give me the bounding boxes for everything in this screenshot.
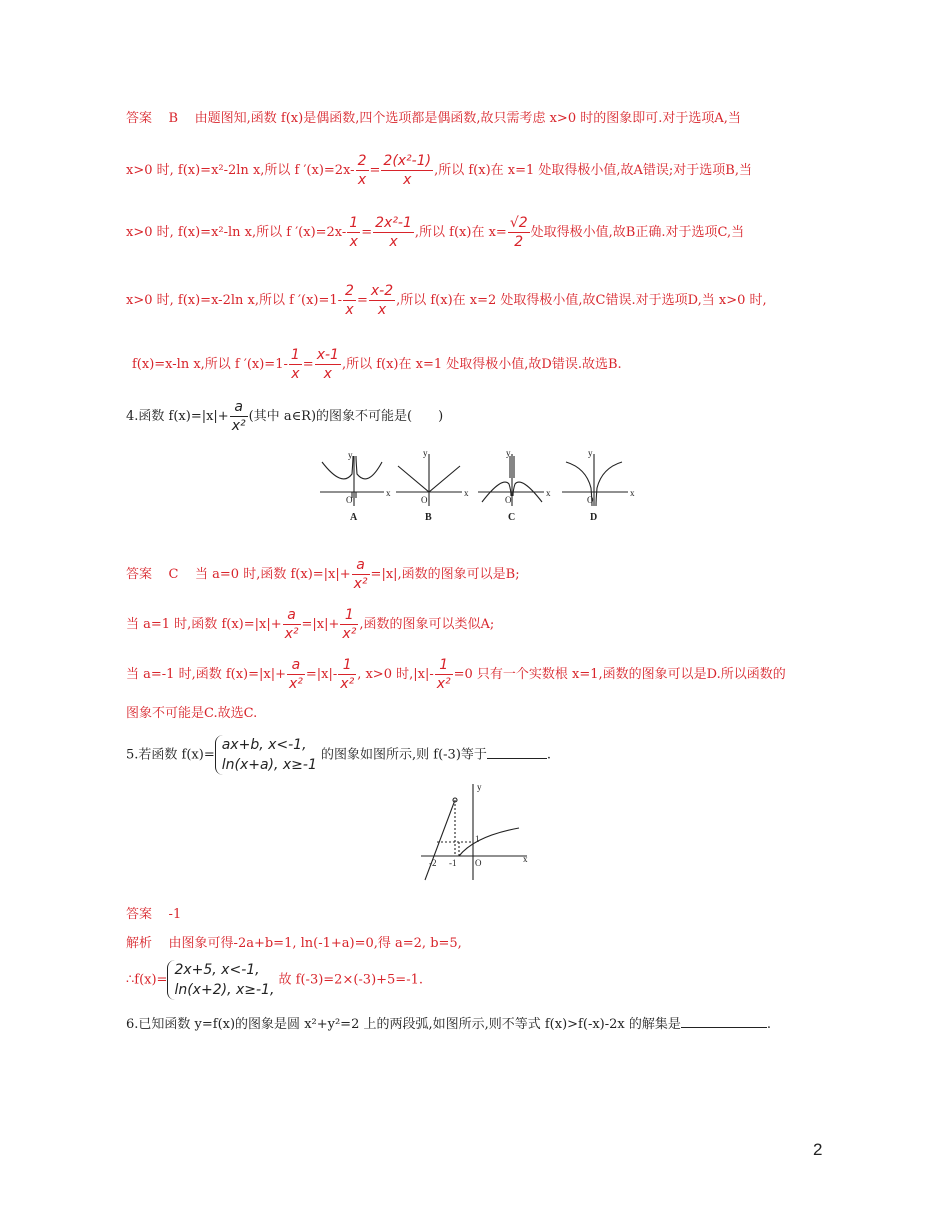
- q3-answer-line-5: f(x)=x-ln x,所以 f ′(x)=1- $\frac{1}{x}$ = $\frac{x-1}{x}$ ,所以 f(x)在 x=1 处取得极小值,故D错误.故选B.: [132, 347, 622, 382]
- tick-label: -1: [449, 858, 457, 868]
- answer-text: 图象不可能是C.故选C.: [126, 706, 258, 721]
- axis-label: y: [348, 450, 353, 460]
- option-label-b: B: [425, 512, 432, 523]
- origin-label: O: [346, 495, 353, 505]
- answer-text: =|x|,函数的图象可以是B;: [370, 567, 520, 582]
- option-label-a: A: [350, 512, 358, 523]
- q3-answer-line-2: x>0 时, f(x)=x²-2ln x,所以 f ′(x)=2x- $\frac{2}{x}$ = $\frac{\text{2(x²-1)}}{x}$ ,所以 f(x)在 x=1 处取得极小值,故A错误;对于选项B,当: [126, 153, 752, 188]
- answer-letter: C: [168, 567, 179, 582]
- q5-analysis-2: [126, 960, 423, 1000]
- tick-label: -2: [429, 858, 437, 868]
- fraction: $\frac{1}{\text{x²}}$: [342, 607, 357, 642]
- answer-label: 答案: [126, 111, 153, 126]
- q5-answer: [126, 906, 181, 924]
- origin-label: O: [505, 495, 512, 505]
- answer-text: =0 只有一个实数根 x=1,函数的图象可以是D.所以函数的: [453, 667, 786, 682]
- answer-text: x>0 时, f(x)=x²-2ln x,所以 f ′(x)=2x-: [126, 163, 355, 178]
- origin-label: O: [475, 858, 482, 868]
- origin-label: O: [587, 495, 594, 505]
- answer-blank[interactable]: [681, 1027, 767, 1028]
- answer-text: =|x|+: [301, 617, 340, 632]
- answer-text: 当 a=1 时,函数 f(x)=|x|+: [126, 617, 282, 632]
- axis-label: y: [423, 448, 428, 458]
- answer-text: 当 a=-1 时,函数 f(x)=|x|+: [126, 667, 286, 682]
- answer-text: ,所以 f(x)在 x=2 处取得极小值,故C错误.对于选项D,当 x>0 时,: [396, 293, 767, 308]
- question-text: 5.若函数 f(x)=: [126, 747, 215, 763]
- page-number: 2: [813, 1140, 823, 1159]
- answer-text: f(x)=x-ln x,所以 f ′(x)=1-: [132, 357, 288, 372]
- axis-label: x: [386, 488, 391, 498]
- analysis-text: 由图象可得-2a+b=1, ln(-1+a)=0,得 a=2, b=5,: [168, 936, 462, 951]
- question-text: 4.函数 f(x)=|x|+: [126, 409, 229, 424]
- axis-label: y: [506, 448, 511, 458]
- fraction: $\frac{x-2}{x}$: [370, 283, 394, 318]
- piecewise-function: 2x+5, x<-1, ln(x+2), x≥-1,: [167, 960, 274, 1000]
- option-label-c: C: [508, 512, 516, 523]
- answer-letter: B: [168, 111, 179, 126]
- answer-text: , x>0 时,|x|-: [357, 667, 434, 682]
- fraction: $\frac{1}{x}$: [349, 215, 359, 250]
- answer-text: 由题图知,函数 f(x)是偶函数,四个选项都是偶函数,故只需考虑 x>0 时的图象即可.对于选项A,当: [194, 111, 741, 126]
- question-text: 6.已知函数 y=f(x)的图象是圆 x²+y²=2 上的两段弧,如图所示,则不等式 f(x)>f(-x)-2x 的解集是: [126, 1017, 681, 1032]
- answer-text: 当 a=0 时,函数 f(x)=|x|+: [195, 567, 351, 582]
- answer-label: 答案: [126, 907, 153, 922]
- axis-label: y: [588, 448, 593, 458]
- origin-label: O: [421, 495, 428, 505]
- fraction: $\frac{√2}{2}$: [509, 215, 528, 250]
- fraction: $\frac{2}{x}$: [357, 153, 367, 188]
- answer-text: x>0 时, f(x)=x²-ln x,所以 f ′(x)=2x-: [126, 225, 347, 240]
- axis-label: x: [464, 488, 469, 498]
- fraction: $\frac{a}{\text{x²}}$: [231, 399, 246, 434]
- analysis-label: 解析: [126, 936, 153, 951]
- q4-answer-line-4: [126, 705, 257, 723]
- graph-option-d: [562, 454, 628, 506]
- option-label-d: D: [590, 512, 598, 523]
- answer-text: 处取得极小值,故B正确.对于选项C,当: [530, 225, 745, 240]
- piecewise-function: ax+b, x<-1, ln(x+a), x≥-1: [215, 735, 317, 775]
- axis-label: x: [630, 488, 635, 498]
- q5-graph: [415, 780, 535, 884]
- tick-label: 1: [475, 834, 480, 844]
- axis-label: x: [546, 488, 551, 498]
- answer-text: ,函数的图象可以类似A;: [359, 617, 495, 632]
- answer-value: -1: [168, 907, 182, 922]
- fraction: $\frac{1}{x}$: [290, 347, 300, 382]
- answer-text: =|x|-: [305, 667, 338, 682]
- log-branch: [459, 828, 519, 856]
- answer-blank[interactable]: [487, 758, 547, 759]
- q4-answer-line-3: [126, 656, 786, 693]
- axis-label: x: [523, 854, 528, 864]
- q4-option-graphs: [312, 448, 642, 528]
- fraction: $\frac{2}{x}$: [345, 283, 354, 318]
- q3-answer-line-4: x>0 时, f(x)=x-2ln x,所以 f ′(x)=1- $\frac{2}{x}$ = $\frac{x-2}{x}$ ,所以 f(x)在 x=2 处取得极小值,故C错误.对于选项D,当 x>0 时,: [126, 283, 767, 318]
- fraction: $\frac{a}{\text{x²}}$: [284, 607, 299, 642]
- q3-answer-line-1: [126, 110, 741, 128]
- fraction: $\frac{x-1}{x}$: [316, 347, 339, 382]
- answer-label: 答案: [126, 567, 153, 582]
- answer-text: ,所以 f(x)在 x=1 处取得极小值,故A错误;对于选项B,当: [434, 163, 752, 178]
- axis-label: y: [477, 782, 482, 792]
- q6-question: 6.已知函数 y=f(x)的图象是圆 x²+y²=2 上的两段弧,如图所示,则不等式 f(x)>f(-x)-2x 的解集是 .: [126, 1017, 772, 1032]
- fraction: $\frac{1}{\text{x²}}$: [436, 657, 451, 692]
- question-text: 的图象如图所示,则 f(-3)等于: [321, 747, 487, 763]
- answer-text: x>0 时, f(x)=x-2ln x,所以 f ′(x)=1-: [126, 293, 343, 308]
- graph-option-b: [396, 454, 462, 506]
- fraction: $\frac{1}{\text{x²}}$: [340, 657, 355, 692]
- analysis-text: ∴f(x)=: [126, 972, 168, 988]
- answer-text: ,所以 f(x)在 x=1 处取得极小值,故D错误.故选B.: [341, 357, 622, 372]
- fraction: $\frac{\text{2(x²-1)}}{x}$: [383, 153, 432, 188]
- answer-text: ,所以 f(x)在 x=: [414, 225, 507, 240]
- fraction: $\frac{a}{\text{x²}}$: [353, 557, 368, 592]
- q3-answer-line-3: x>0 时, f(x)=x²-ln x,所以 f ′(x)=2x- $\frac{1}{x}$ = $\frac{\text{2x²-1}}{x}$ ,所以 f(x)在 x= $\frac{√2}{2}$ 处取得极小值,故B正确.对于选项C,当: [126, 215, 745, 250]
- q4-question: [126, 398, 443, 435]
- q4-answer-line-1: [126, 556, 520, 593]
- fraction: $\frac{\text{2x²-1}}{x}$: [375, 215, 412, 250]
- q5-analysis: [126, 935, 462, 953]
- linear-branch: [425, 800, 455, 880]
- q4-answer-line-2: [126, 606, 494, 643]
- question-text: (其中 a∈R)的图象不可能是( ): [248, 409, 444, 424]
- analysis-text: 故 f(-3)=2×(-3)+5=-1.: [278, 972, 423, 988]
- fraction: $\frac{a}{\text{x²}}$: [289, 657, 303, 692]
- q5-question: 5.若函数 f(x)= ax+b, x<-1, ln(x+a), x≥-1 的图象如图所示,则 f(-3)等于 .: [126, 737, 552, 773]
